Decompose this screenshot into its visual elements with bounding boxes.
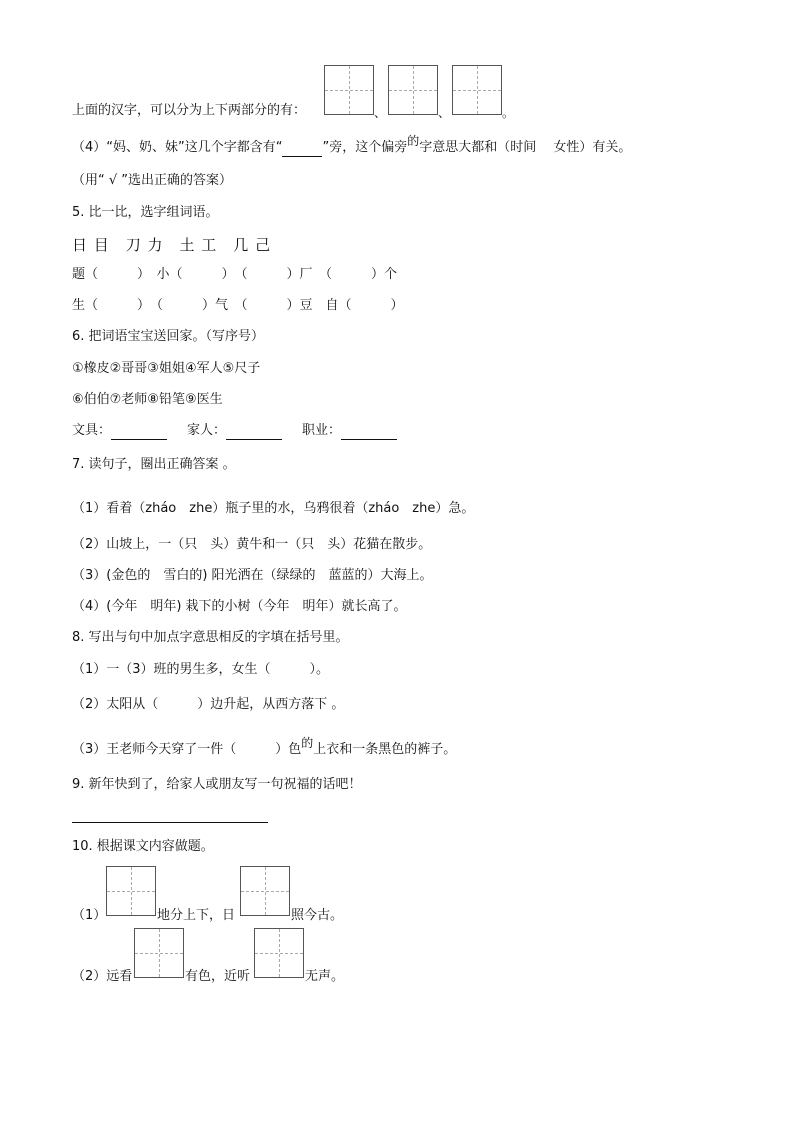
q7-s4: （4）(今年 明年) 栽下的小树（今年 明年）就长高了。 xyxy=(72,599,407,614)
sep: 。 xyxy=(502,106,515,120)
tianzige-box[interactable] xyxy=(388,65,438,115)
q9-title: 9. 新年快到了，给家人或朋友写一句祝福的话吧！ xyxy=(72,777,362,792)
answer-line[interactable] xyxy=(72,822,268,823)
q5-row1: 题（ ） 小（ ） （ ）厂 （ ）个 xyxy=(72,267,398,282)
q5-pairs: 日 目 刀 力 土 工 几 己 xyxy=(72,236,272,254)
q4-line3: （用“ √ ”选出正确的答案） xyxy=(72,173,233,188)
sep: 、 xyxy=(438,106,451,120)
q10-s1-prefix: （1） xyxy=(72,908,107,923)
q7-s1: （1）看着（zháo zhe）瓶子里的水，乌鸦很着（zháo zhe）急。 xyxy=(72,501,475,516)
q8-s1: （1）一（3）班的男生多，女生（ ）。 xyxy=(72,662,330,677)
q10-s2-prefix: （2）远看 xyxy=(72,969,133,984)
sep: 、 xyxy=(374,106,387,120)
q8-s3: （3）王老师今天穿了一件（ ）色的上衣和一条黑色的裤子。 xyxy=(72,736,457,757)
q5-row2: 生（ ） （ ）气 （ ）豆 自（ ） xyxy=(72,298,404,313)
tianzige-box[interactable] xyxy=(106,866,156,916)
q7-s3: （3）(金色的 雪白的) 阳光洒在（绿绿的 蓝蓝的）大海上。 xyxy=(72,568,433,583)
answer-blank[interactable] xyxy=(111,425,167,440)
q10-s1-mid: 地分上下，日 xyxy=(157,908,236,923)
q6-list1: ①橡皮②哥哥③姐姐④军人⑤尺子 xyxy=(72,361,261,376)
q7-s2: （2）山坡上，一（只 头）黄牛和一（只 头）花猫在散步。 xyxy=(72,537,432,552)
answer-blank[interactable] xyxy=(226,425,282,440)
tianzige-box[interactable] xyxy=(324,65,374,115)
q8-s2: （2）太阳从（ ）边升起，从西方落下 。 xyxy=(72,697,345,712)
q6-list2: ⑥伯伯⑦老师⑧铅笔⑨医生 xyxy=(72,392,223,407)
q6-title: 6. 把词语宝宝送回家。（写序号） xyxy=(72,329,265,344)
q10-s1-end: 照今古。 xyxy=(291,908,344,923)
answer-blank[interactable] xyxy=(341,425,397,440)
q10-title: 10. 根据课文内容做题。 xyxy=(72,839,214,854)
q10-s2-end: 无声。 xyxy=(305,969,345,984)
q10-s2-mid: 有色，近听 xyxy=(185,969,251,984)
tianzige-box[interactable] xyxy=(134,928,184,978)
q6-categories: 文具： 家人： 职业： xyxy=(72,422,397,440)
q4-line2: （4）“妈、奶、妹”这几个字都含有“ ”旁，这个偏旁的字意思大都和（时间 女性）有关。 xyxy=(72,134,632,155)
q8-title: 8. 写出与句中加点字意思相反的字填在括号里。 xyxy=(72,630,349,645)
q5-title: 5. 比一比，选字组词语。 xyxy=(72,205,219,220)
tianzige-box[interactable] xyxy=(452,65,502,115)
answer-blank[interactable] xyxy=(282,142,322,157)
tianzige-box[interactable] xyxy=(240,866,290,916)
tianzige-box[interactable] xyxy=(254,928,304,978)
q4-line1: 上面的汉字，可以分为上下两部分的有： xyxy=(72,103,307,118)
q7-title: 7. 读句子，圈出正确答案 。 xyxy=(72,457,236,472)
